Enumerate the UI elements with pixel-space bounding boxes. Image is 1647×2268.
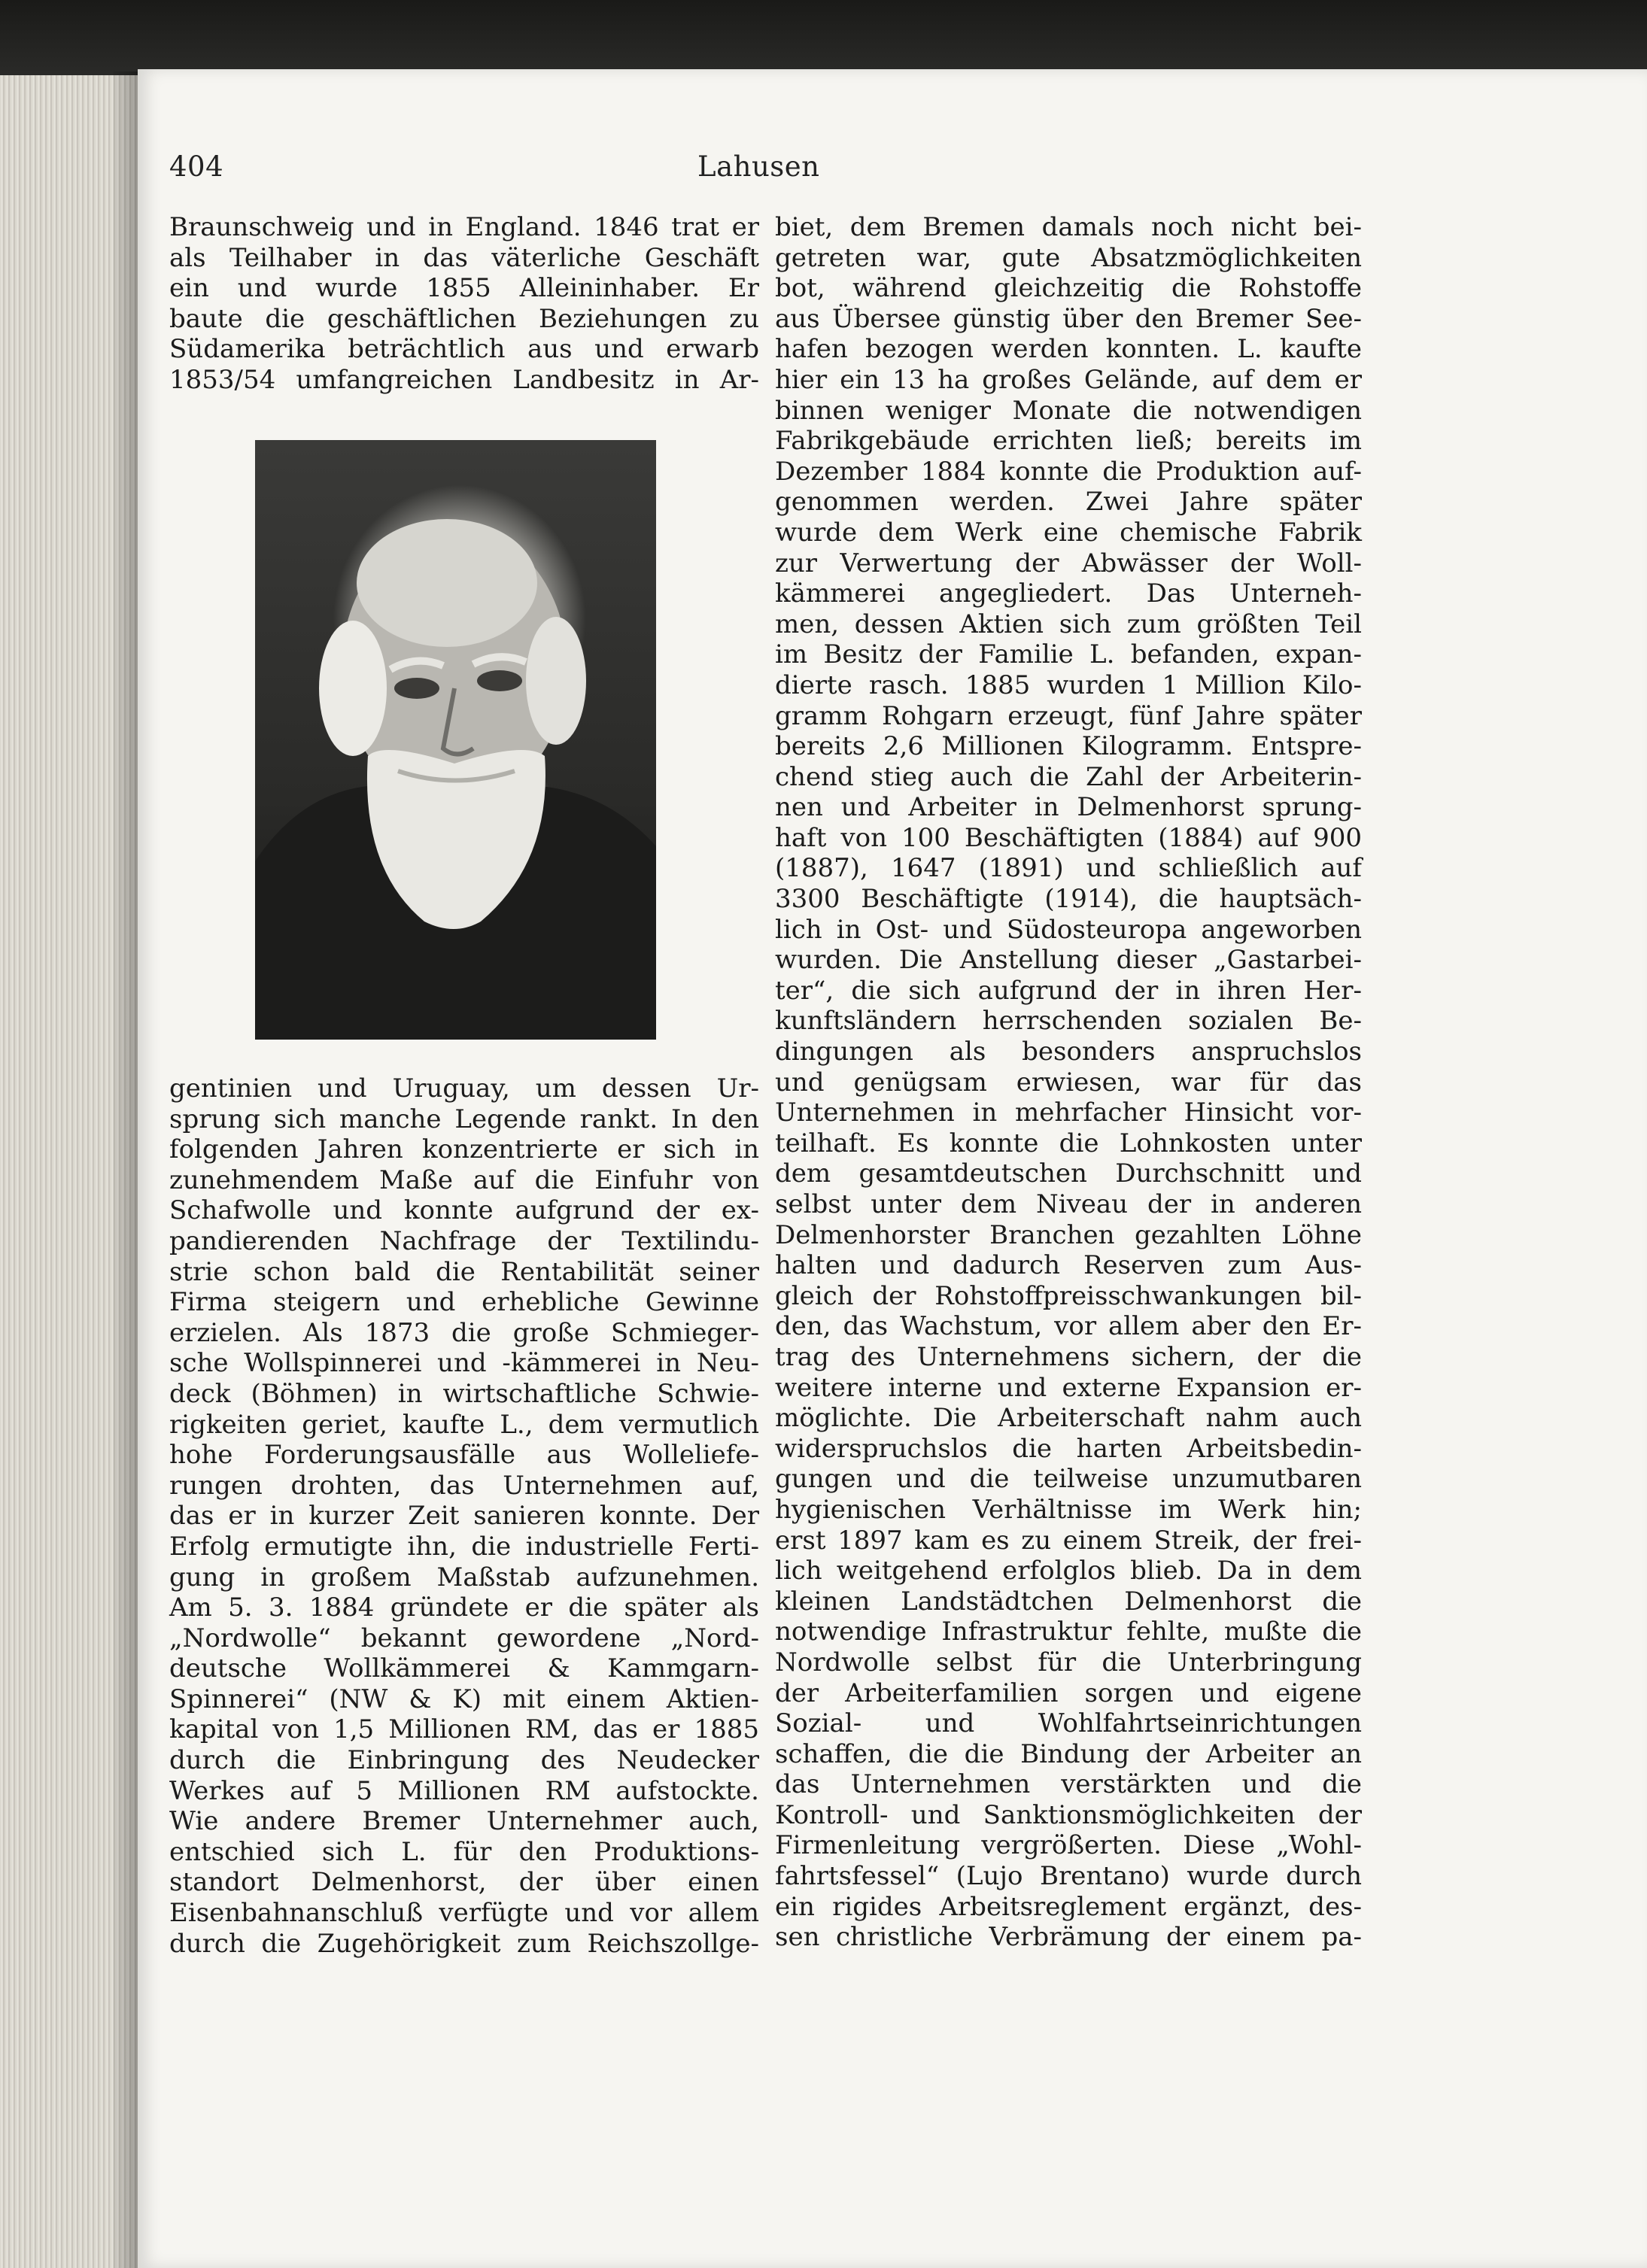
text-line: teilhaft. Es konnte die Lohnkosten unter: [775, 1128, 1362, 1158]
text-line: pandierenden Nachfrage der Textilindu-: [169, 1225, 759, 1256]
text-line: sen christliche Verbrämung der einem pa-: [775, 1922, 1362, 1953]
text-line: dierte rasch. 1885 wurden 1 Million Kilo-: [775, 669, 1362, 700]
portrait-photograph: [255, 440, 656, 1040]
text-line: ter“, die sich aufgrund der in ihren Her-: [775, 975, 1362, 1006]
text-line: der Arbeiterfamilien sorgen und eigene: [775, 1677, 1362, 1708]
text-line: (1887), 1647 (1891) und schließlich auf: [775, 853, 1362, 884]
text-line: kleinen Landstädtchen Delmenhorst die: [775, 1586, 1362, 1617]
text-line: durch die Zugehörigkeit zum Reichszollge-: [169, 1928, 759, 1959]
text-line: Braunschweig und in England. 1846 trat er: [169, 212, 759, 242]
left-column-top: [169, 212, 759, 396]
text-line: 3300 Beschäftigte (1914), die hauptsäch-: [775, 884, 1362, 915]
text-line: dem gesamtdeutschen Durchschnitt und: [775, 1158, 1362, 1189]
text-line: gungen und die teilweise unzumutbaren: [775, 1464, 1362, 1495]
text-line: Dezember 1884 konnte die Produktion auf-: [775, 456, 1362, 487]
text-line: hier ein 13 ha großes Gelände, auf dem er: [775, 364, 1362, 395]
text-line: Erfolg ermutigte ihn, die industrielle Ferti-: [169, 1531, 759, 1562]
text-line: Firmenleitung vergrößerten. Diese „Wohl-: [775, 1830, 1362, 1861]
text-line: rungen drohten, das Unternehmen auf,: [169, 1470, 759, 1501]
text-line: trag des Unternehmens sichern, der die: [775, 1341, 1362, 1372]
text-line: ein und wurde 1855 Alleininhaber. Er: [169, 273, 759, 304]
text-line: im Besitz der Familie L. befanden, expan-: [775, 639, 1362, 670]
text-line: zunehmendem Maße auf die Einfuhr von: [169, 1164, 759, 1195]
text-line: Firma steigern und erhebliche Gewinne: [169, 1287, 759, 1318]
text-line: zur Verwertung der Abwässer der Woll-: [775, 548, 1362, 578]
text-line: selbst unter dem Niveau der in anderen: [775, 1189, 1362, 1219]
text-line: sche Wollspinnerei und -kämmerei in Neu-: [169, 1348, 759, 1379]
text-line: Werkes auf 5 Millionen RM aufstockte.: [169, 1775, 759, 1806]
text-line: kapital von 1,5 Millionen RM, das er 1885: [169, 1714, 759, 1745]
text-line: chend stieg auch die Zahl der Arbeiterin-: [775, 761, 1362, 792]
page-number: 404: [169, 150, 224, 183]
text-line: binnen weniger Monate die notwendigen: [775, 395, 1362, 426]
text-line: men, dessen Aktien sich zum größten Teil: [775, 609, 1362, 639]
text-line: Südamerika beträchtlich aus und erwarb: [169, 334, 759, 365]
text-line: erzielen. Als 1873 die große Schmieger-: [169, 1317, 759, 1348]
text-line: deutsche Wollkämmerei & Kammgarn-: [169, 1653, 759, 1684]
text-line: durch die Einbringung des Neudecker: [169, 1745, 759, 1776]
text-line: biet, dem Bremen damals noch nicht bei-: [775, 212, 1362, 242]
text-line: kunftsländern herrschenden sozialen Be-: [775, 1006, 1362, 1037]
text-line: schaffen, die die Bindung der Arbeiter an: [775, 1738, 1362, 1769]
text-line: hohe Forderungsausfälle aus Wolleliefe-: [169, 1440, 759, 1471]
text-line: den, das Wachstum, vor allem aber den Er-: [775, 1311, 1362, 1342]
text-line: rigkeiten geriet, kaufte L., dem vermutlich: [169, 1409, 759, 1440]
text-line: weitere interne und externe Expansion er-: [775, 1372, 1362, 1403]
text-line: gung in großem Maßstab aufzunehmen.: [169, 1562, 759, 1592]
text-line: genommen werden. Zwei Jahre später: [775, 487, 1362, 518]
text-line: Kontroll- und Sanktionsmöglichkeiten der: [775, 1799, 1362, 1830]
text-line: getreten war, gute Absatzmöglichkeiten: [775, 242, 1362, 273]
text-line: Am 5. 3. 1884 gründete er die später als: [169, 1592, 759, 1623]
text-line: und genügsam erwiesen, war für das: [775, 1067, 1362, 1098]
text-line: widerspruchslos die harten Arbeitsbedin-: [775, 1433, 1362, 1464]
text-line: sprung sich manche Legende rankt. In den: [169, 1104, 759, 1134]
text-line: Sozial- und Wohlfahrtseinrichtungen: [775, 1708, 1362, 1739]
text-line: deck (Böhmen) in wirtschaftliche Schwie-: [169, 1378, 759, 1409]
text-line: das er in kurzer Zeit sanieren konnte. Der: [169, 1501, 759, 1532]
text-line: erst 1897 kam es zu einem Streik, der frei-: [775, 1525, 1362, 1556]
text-line: Nordwolle selbst für die Unterbringung: [775, 1647, 1362, 1677]
left-column-bottom: [169, 1073, 759, 1959]
text-line: „Nordwolle“ bekannt gewordene „Nord-: [169, 1623, 759, 1653]
text-line: kämmerei angegliedert. Das Unterneh-: [775, 578, 1362, 609]
text-line: nen und Arbeiter in Delmenhorst sprung-: [775, 792, 1362, 823]
text-line: haft von 100 Beschäftigten (1884) auf 900: [775, 822, 1362, 853]
text-line: folgenden Jahren konzentrierte er sich in: [169, 1134, 759, 1165]
text-line: ein rigides Arbeitsreglement ergänzt, des-: [775, 1891, 1362, 1922]
text-line: entschied sich L. für den Produktions-: [169, 1836, 759, 1867]
text-line: gramm Rohgarn erzeugt, fünf Jahre später: [775, 700, 1362, 731]
text-line: Schafwolle und konnte aufgrund der ex-: [169, 1195, 759, 1226]
text-line: wurde dem Werk eine chemische Fabrik: [775, 517, 1362, 548]
text-line: halten und dadurch Reserven zum Aus-: [775, 1250, 1362, 1281]
text-line: bot, während gleichzeitig die Rohstoffe: [775, 273, 1362, 304]
text-line: hafen bezogen werden konnten. L. kaufte: [775, 334, 1362, 365]
text-line: hygienischen Verhältnisse im Werk hin;: [775, 1494, 1362, 1525]
text-line: gleich der Rohstoffpreisschwankungen bil-: [775, 1280, 1362, 1311]
text-line: strie schon bald die Rentabilität seiner: [169, 1256, 759, 1287]
text-line: Delmenhorster Branchen gezahlten Löhne: [775, 1219, 1362, 1250]
text-line: als Teilhaber in das väterliche Geschäft: [169, 242, 759, 273]
right-column: [775, 212, 1362, 1953]
text-line: möglichte. Die Arbeiterschaft nahm auch: [775, 1403, 1362, 1434]
text-line: Fabrikgebäude errichten ließ; bereits im: [775, 426, 1362, 457]
text-line: gentinien und Uruguay, um dessen Ur-: [169, 1073, 759, 1104]
text-line: fahrtsfessel“ (Lujo Brentano) wurde durch: [775, 1861, 1362, 1892]
text-line: Spinnerei“ (NW & K) mit einem Aktien-: [169, 1684, 759, 1714]
text-line: dingungen als besonders anspruchslos: [775, 1037, 1362, 1067]
text-line: wurden. Die Anstellung dieser „Gastarbei-: [775, 945, 1362, 976]
text-line: Unternehmen in mehrfacher Hinsicht vor-: [775, 1098, 1362, 1128]
running-title: Lahusen: [697, 150, 820, 183]
text-line: baute die geschäftlichen Beziehungen zu: [169, 303, 759, 334]
text-line: lich in Ost- und Südosteuropa angeworben: [775, 914, 1362, 945]
text-line: 1853/54 umfangreichen Landbesitz in Ar-: [169, 364, 759, 395]
text-line: Wie andere Bremer Unternehmer auch,: [169, 1806, 759, 1837]
text-line: notwendige Infrastruktur fehlte, mußte die: [775, 1617, 1362, 1647]
text-line: aus Übersee günstig über den Bremer See-: [775, 303, 1362, 334]
text-line: lich weitgehend erfolglos blieb. Da in dem: [775, 1556, 1362, 1586]
text-line: das Unternehmen verstärkten und die: [775, 1769, 1362, 1800]
text-line: Eisenbahnanschluß verfügte und vor allem: [169, 1898, 759, 1929]
text-line: bereits 2,6 Millionen Kilogramm. Entspre-: [775, 731, 1362, 762]
text-line: standort Delmenhorst, der über einen: [169, 1867, 759, 1898]
